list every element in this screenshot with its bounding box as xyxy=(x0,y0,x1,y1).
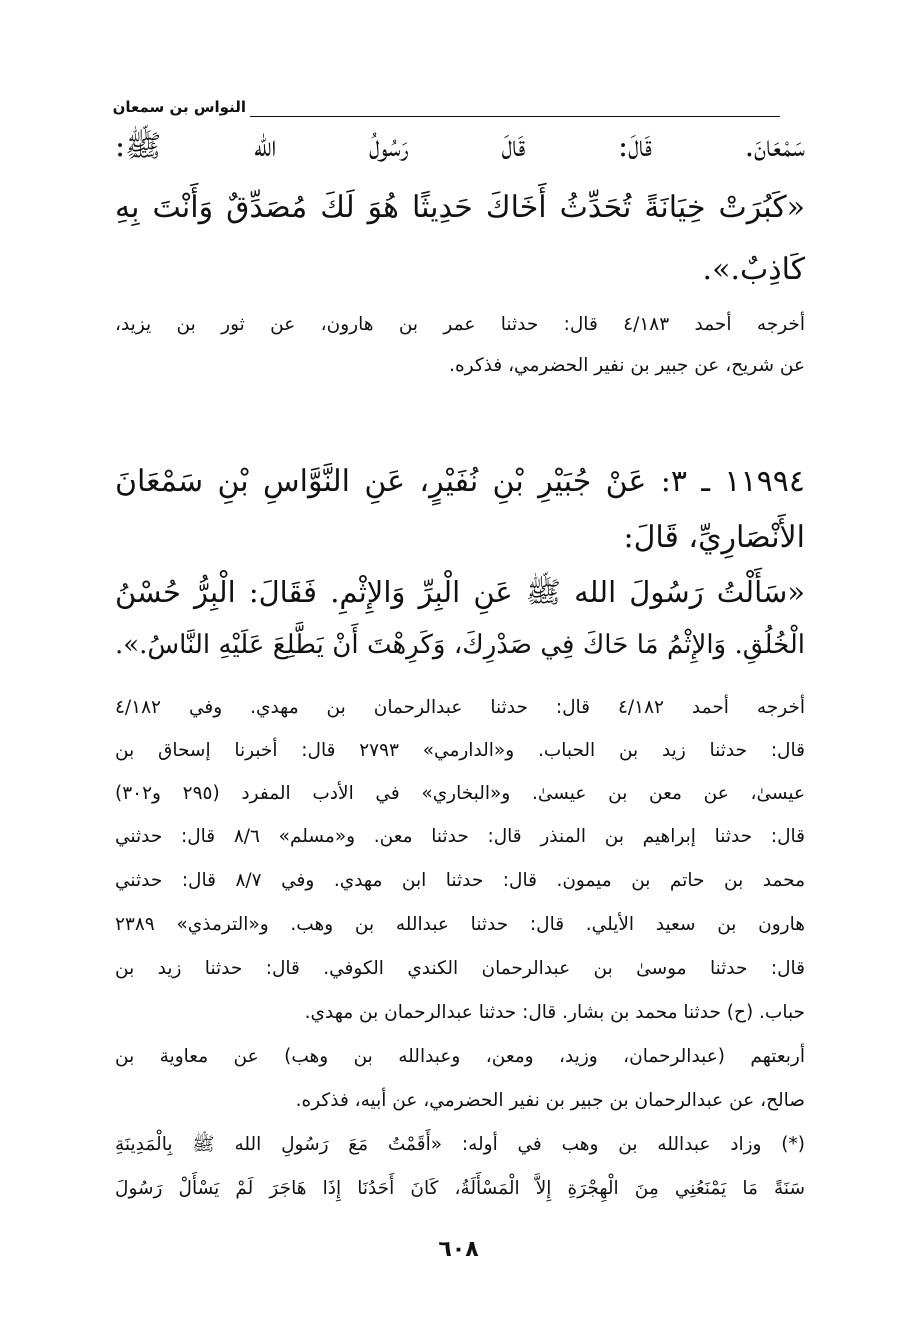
text-line: الْخُلُقِ. وَالإِثْمُ مَا حَاكَ فِي صَدْرِكَ، وَكَرِهْتَ أَنْ يَطَّلِعَ عَلَيْهِ النَّاسُ.». xyxy=(115,630,805,660)
note-line: عن شريح، عن جبير بن نفير الحضرمي، فذكره. xyxy=(449,355,805,376)
note-line: هارون بن سعيد الأيلي. قال: حدثنا عبدالله بن وهب. و«الترمذي» ٢٣٨٩ xyxy=(115,914,805,935)
text-line: كَاذِبٌ.». xyxy=(702,252,805,287)
text-line: «سَأَلْتُ رَسُولَ الله ﷺ عَنِ الْبِرِّ وَالإِثْمِ. فَقَالَ: الْبِرُّ حُسْنُ xyxy=(115,575,805,609)
note-line: حباب. (ح) حدثنا محمد بن بشار. قال: حدثنا عبدالرحمان بن مهدي. xyxy=(304,1002,805,1023)
note-line: قال: حدثنا موسىٰ بن عبدالرحمان الكندي الكوفي. قال: حدثنا زيد بن xyxy=(115,958,805,979)
note-line: أخرجه أحمد ٤/١٨٣ قال: حدثنا عمر بن هارون، عن ثور بن يزيد، xyxy=(115,314,805,335)
note-line: محمد بن حاتم بن ميمون. قال: حدثنا ابن مهدي. وفي ٨/٧ قال: حدثني xyxy=(115,870,805,891)
note-line: قال: حدثنا إبراهيم بن المنذر قال: حدثنا معن. و«مسلم» ٨/٦ قال: حدثني xyxy=(115,826,806,847)
hadith-heading-line: ١١٩٩٤ ـ ٣: عَنْ جُبَيْرِ بْنِ نُفَيْرٍ، عَنِ النَّوَّاسِ بْنِ سَمْعَانَ xyxy=(115,464,805,499)
footnote-line: (*) وزاد عبدالله بن وهب في أوله: «أَقَمْتُ مَعَ رَسُولِ الله ﷺ بِالْمَدِينَةِ xyxy=(115,1134,805,1155)
text-line: «كَبُرَتْ خِيَانَةً تُحَدِّثُ أَخَاكَ حَدِيثًا هُوَ لَكَ مُصَدِّقٌ وَأَنْتَ بِهِ xyxy=(115,190,805,225)
page-number: ٦٠٨ xyxy=(438,1237,479,1262)
note-line: أخرجه أحمد ٤/١٨٢ قال: حدثنا عبدالرحمان بن مهدي. وفي ٤/١٨٢ xyxy=(115,697,805,718)
note-line: صالح، عن عبدالرحمان بن جبير بن نفير الحضرمي، عن أبيه، فذكره. xyxy=(295,1090,805,1111)
header-title: النواس بن سمعان xyxy=(112,98,246,116)
text-line: سَمْعَانَ. قَالَ: قَالَ رَسُولُ الله ﷺ: xyxy=(115,129,805,164)
text-line: الأَنْصَارِيِّ، قَالَ: xyxy=(623,520,805,555)
header-rule xyxy=(250,116,780,117)
note-line: قال: حدثنا زيد بن الحباب. و«الدارمي» ٢٧٩٣ قال: أخبرنا إسحاق بن xyxy=(115,740,805,761)
running-header xyxy=(0,96,917,132)
note-line: عيسىٰ، عن معن بن عيسىٰ. و«البخاري» في الأدب المفرد (٢٩٥ و٣٠٢) xyxy=(115,783,805,804)
footnote-line: سَنَةً مَا يَمْنَعُنِي مِنَ الْهِجْرَةِ إِلاَّ الْمَسْأَلَةُ، كَانَ أَحَدُنَا إِذَا هَاجَرَ لَمْ يَسْأَلْ رَسُولَ xyxy=(115,1178,805,1199)
note-line: أربعتهم (عبدالرحمان، وزيد، ومعن، وعبدالله بن وهب) عن معاوية بن xyxy=(115,1046,805,1067)
